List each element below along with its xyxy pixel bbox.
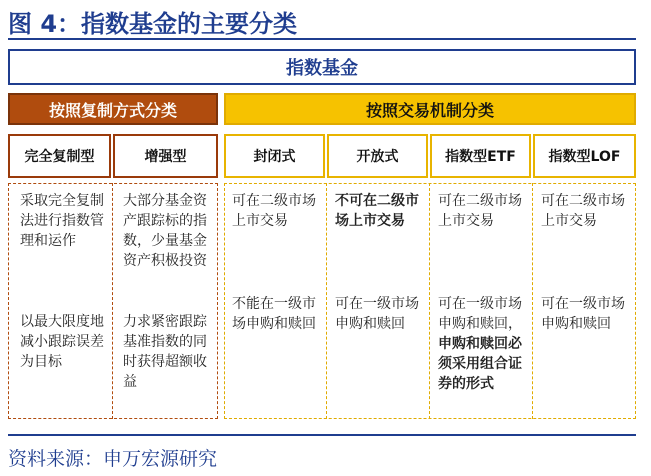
band-by-trading-label: 按照交易机制分类 bbox=[365, 100, 494, 120]
figure-title: 图 4：指数基金的主要分类 bbox=[8, 10, 298, 38]
column-divider bbox=[429, 183, 430, 419]
etf-primary-text: 可在一级市场申购和赎回， bbox=[438, 296, 522, 332]
closed-secondary-market: 可在二级市场上市交易 bbox=[232, 193, 316, 229]
full-replication-method: 采取完全复制法进行指数管理和运作 bbox=[20, 193, 104, 249]
full-replication-goal: 以最大限度地减小跟踪误差为目标 bbox=[20, 314, 104, 370]
etf-primary-market bbox=[438, 294, 528, 394]
index-fund-root-box bbox=[8, 49, 636, 85]
title-divider bbox=[8, 38, 636, 40]
header-label: 封闭式 bbox=[253, 149, 296, 165]
enhanced-method: 大部分基金资产跟踪标的指数，少量基金资产积极投资 bbox=[123, 193, 207, 269]
band-by-replication-label: 按照复制方式分类 bbox=[48, 100, 177, 120]
open-primary-market: 可在一级市场申购和赎回 bbox=[335, 296, 419, 332]
column-divider bbox=[532, 183, 533, 419]
etf-secondary-market: 可在二级市场上市交易 bbox=[438, 193, 522, 229]
enhanced-goal: 力求紧密跟踪基准指数的同时获得超额收益 bbox=[123, 314, 207, 390]
header-enhanced bbox=[113, 134, 218, 178]
source-note: 资料来源：申万宏源研究 bbox=[8, 448, 218, 470]
header-label: 开放式 bbox=[356, 149, 399, 165]
band-by-trading bbox=[224, 93, 636, 125]
closed-primary-market: 不能在一级市场申购和赎回 bbox=[232, 296, 316, 332]
header-label: 指数型LOF bbox=[548, 149, 621, 165]
open-secondary-market: 不可在二级市场上市交易 bbox=[335, 193, 419, 229]
column-divider bbox=[112, 183, 113, 419]
source-divider bbox=[8, 434, 636, 436]
header-etf bbox=[430, 134, 531, 178]
header-label: 增强型 bbox=[144, 149, 187, 165]
header-full-replication bbox=[8, 134, 111, 178]
root-label: 指数基金 bbox=[286, 58, 358, 79]
header-open-end bbox=[327, 134, 428, 178]
band-by-replication bbox=[8, 93, 218, 125]
header-lof bbox=[533, 134, 636, 178]
lof-secondary-market: 可在二级市场上市交易 bbox=[541, 193, 625, 229]
lof-primary-market: 可在一级市场申购和赎回 bbox=[541, 296, 625, 332]
header-closed-end bbox=[224, 134, 325, 178]
column-divider bbox=[326, 183, 327, 419]
etf-basket-requirement: 申购和赎回必须采用组合证券的形式 bbox=[438, 336, 522, 392]
header-label: 指数型ETF bbox=[445, 149, 516, 165]
header-label: 完全复制型 bbox=[24, 149, 95, 165]
